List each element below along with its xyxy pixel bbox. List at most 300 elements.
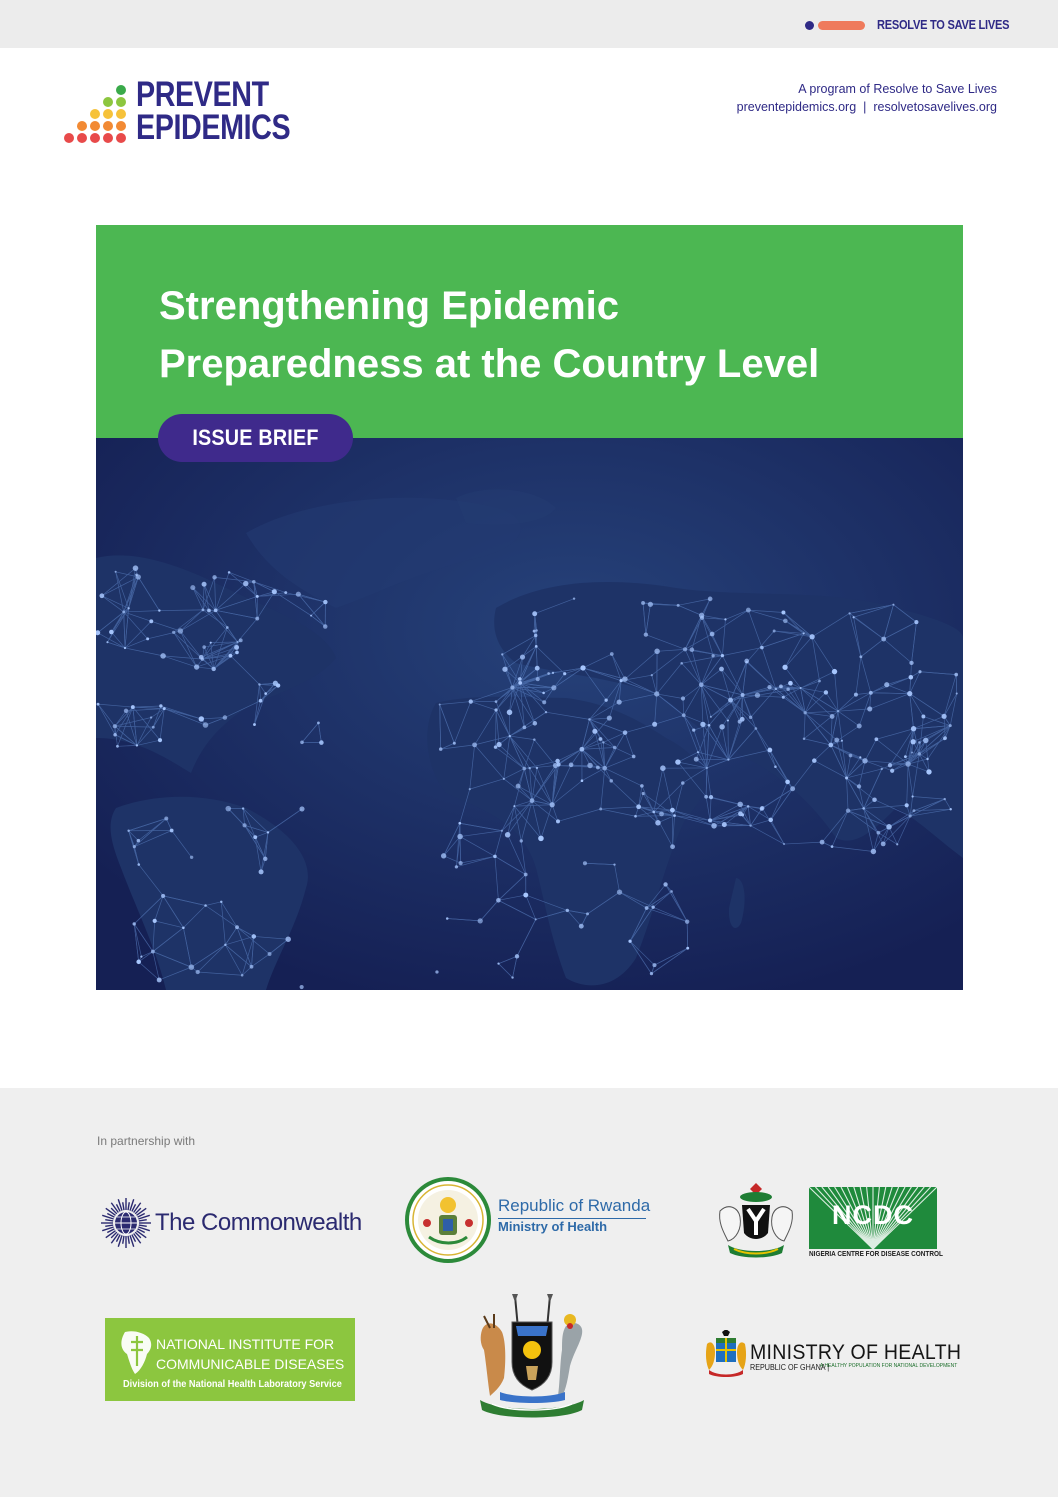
network-node (818, 680, 821, 683)
network-node (857, 724, 862, 729)
nicd-line2: COMMUNICABLE DISEASES (156, 1356, 345, 1372)
network-node (511, 976, 513, 978)
network-node (242, 807, 244, 809)
network-node (152, 726, 155, 729)
ncdc-full-name: NIGERIA CENTRE FOR DISEASE CONTROL (809, 1251, 943, 1258)
network-node (673, 814, 676, 817)
network-node (494, 708, 497, 711)
partnership-label: In partnership with (97, 1134, 196, 1148)
network-node (535, 645, 538, 648)
network-node (124, 709, 128, 713)
network-node (235, 925, 239, 929)
network-node (190, 856, 193, 859)
network-node (159, 704, 162, 707)
network-node (949, 808, 951, 810)
network-node (737, 802, 743, 808)
network-node (912, 795, 914, 797)
brand-dot-icon (805, 21, 814, 30)
network-node (652, 963, 656, 967)
ghana-moh-logo[interactable] (703, 1330, 963, 1378)
network-node (151, 950, 155, 954)
network-node (122, 610, 125, 613)
network-node (749, 716, 752, 719)
network-node (520, 839, 523, 842)
network-node (767, 685, 771, 689)
network-node (494, 745, 497, 748)
brand-tag[interactable]: RESOLVE TO SAVE LIVES (877, 17, 1010, 32)
network-node (607, 715, 612, 720)
network-node (131, 705, 135, 709)
network-node (888, 763, 892, 767)
network-node (520, 654, 525, 659)
network-node (207, 609, 211, 613)
network-node (211, 667, 215, 671)
network-node (263, 857, 267, 861)
network-node (236, 641, 238, 643)
network-node (234, 645, 239, 650)
ghana-title: MINISTRY OF HEALTH (750, 1341, 962, 1364)
network-node (256, 595, 259, 598)
network-node (510, 685, 514, 689)
network-node (250, 965, 254, 969)
network-node (744, 659, 749, 664)
network-node (513, 805, 515, 807)
network-node (711, 823, 717, 829)
network-node (820, 840, 825, 845)
network-node (648, 602, 653, 607)
nigeria-coat-of-arms-icon (710, 1183, 802, 1263)
network-node (859, 655, 862, 658)
network-node (685, 919, 689, 923)
ray-line (139, 1225, 147, 1226)
network-node (622, 676, 627, 681)
ncdc-logo[interactable] (710, 1183, 943, 1263)
network-node (133, 845, 136, 848)
network-node (956, 692, 958, 694)
network-node (640, 784, 644, 788)
network-node (284, 591, 287, 594)
network-node (738, 811, 743, 816)
network-node (224, 944, 226, 946)
network-node (942, 714, 947, 719)
network-node (617, 889, 622, 894)
network-node (268, 952, 272, 956)
network-node (921, 714, 925, 718)
network-node (136, 744, 138, 746)
network-node (573, 597, 575, 599)
network-node (881, 637, 886, 642)
network-node (854, 693, 858, 697)
network-node (809, 634, 814, 639)
network-node (911, 751, 913, 753)
network-node (579, 924, 584, 929)
network-node (536, 677, 540, 681)
logo-dot (116, 121, 126, 131)
network-node (886, 824, 892, 830)
network-node (681, 781, 685, 785)
network-node (911, 726, 916, 731)
network-node (458, 822, 461, 825)
network-node (943, 798, 945, 800)
logo-dot (90, 121, 100, 131)
network-node (170, 829, 174, 833)
network-node (190, 585, 195, 590)
logo-dot (90, 133, 100, 143)
network-node (259, 699, 263, 703)
network-node (871, 849, 876, 854)
ghana-tagline: A HEALTHY POPULATION FOR NATIONAL DEVELOPMENT (820, 1363, 958, 1369)
logo-dot (77, 133, 87, 143)
network-node (727, 719, 729, 721)
network-node (149, 619, 153, 623)
network-node (178, 628, 183, 633)
network-node (896, 843, 898, 845)
network-node (890, 769, 894, 773)
rwanda-moh-logo[interactable] (405, 1175, 650, 1267)
network-node (708, 597, 713, 602)
network-node (202, 582, 207, 587)
network-node (610, 779, 613, 782)
logo-dot (90, 109, 100, 119)
network-node (837, 710, 839, 712)
network-node (502, 667, 507, 672)
network-node (708, 724, 711, 727)
network-node (226, 626, 229, 629)
network-node (857, 784, 861, 788)
network-node (700, 722, 705, 727)
network-node (136, 960, 141, 965)
network-node (518, 677, 522, 681)
network-node (721, 654, 724, 657)
network-node (497, 963, 499, 965)
network-node (538, 836, 544, 842)
issue-brief-badge (158, 414, 353, 462)
network-node (524, 873, 528, 877)
link-resolvetosavelives[interactable]: resolvetosavelives.org (873, 100, 997, 114)
network-node (225, 806, 231, 812)
network-node (604, 698, 607, 701)
network-node (741, 693, 745, 697)
network-node (690, 647, 695, 652)
network-node (768, 818, 773, 823)
network-node (199, 655, 204, 660)
network-node (909, 675, 914, 680)
network-node (913, 809, 916, 812)
network-node (746, 608, 751, 613)
network-node (522, 767, 526, 771)
network-node (439, 704, 441, 706)
network-node (881, 841, 886, 846)
brand-pill-icon (818, 21, 865, 30)
network-node (812, 758, 817, 763)
network-node (323, 624, 327, 628)
network-node (507, 710, 513, 716)
network-node (724, 618, 726, 620)
network-node (907, 691, 912, 696)
network-node (683, 647, 687, 651)
network-node (692, 728, 695, 731)
network-node (644, 632, 648, 636)
network-node (911, 739, 916, 744)
network-node (503, 778, 505, 780)
network-node (478, 918, 483, 923)
network-node (926, 758, 928, 760)
network-node (617, 700, 622, 705)
network-node (760, 807, 764, 811)
network-node (229, 654, 233, 658)
network-node (472, 742, 477, 747)
network-node (943, 737, 946, 740)
network-node (523, 893, 528, 898)
network-node (150, 716, 152, 718)
network-node (196, 970, 200, 974)
network-node (530, 798, 535, 803)
network-node (923, 738, 929, 744)
network-node (659, 812, 664, 817)
network-node (272, 589, 277, 594)
network-node (867, 706, 872, 711)
network-node (862, 807, 865, 810)
network-node (300, 740, 304, 744)
network-node (738, 720, 742, 724)
network-node (124, 647, 126, 649)
network-node (446, 917, 449, 920)
network-node (834, 738, 839, 743)
network-node (501, 830, 503, 832)
uganda-coat-of-arms-icon (470, 1292, 595, 1422)
network-node (223, 715, 228, 720)
network-node (239, 638, 243, 642)
network-node (566, 909, 569, 912)
network-node (670, 808, 675, 813)
network-node (323, 600, 327, 604)
network-node (533, 738, 536, 741)
network-node (905, 803, 909, 807)
cover-title-line2: Preparedness at the Country Level (159, 342, 820, 386)
network-node (660, 765, 666, 771)
network-node (515, 954, 519, 958)
network-node (636, 804, 641, 809)
network-node (677, 604, 680, 607)
network-node (651, 674, 653, 676)
network-node (273, 681, 278, 686)
commonwealth-globe-icon (100, 1195, 152, 1251)
network-node (536, 767, 538, 769)
network-node (697, 751, 699, 753)
network-node (518, 681, 522, 685)
network-node (569, 763, 574, 768)
commonwealth-logo[interactable] (100, 1195, 365, 1251)
network-node (516, 784, 521, 789)
network-node (212, 575, 216, 579)
network-node (652, 722, 657, 727)
network-node (199, 716, 204, 721)
network-node (790, 786, 795, 791)
network-node (135, 573, 138, 576)
network-node (918, 752, 922, 756)
network-node (926, 769, 931, 774)
network-node (632, 755, 636, 759)
network-node (228, 571, 231, 574)
network-node (700, 616, 704, 620)
network-node (252, 934, 257, 939)
network-node (708, 818, 712, 822)
network-node (782, 696, 785, 699)
network-node (800, 687, 802, 689)
network-node (116, 745, 119, 748)
network-node (542, 700, 546, 704)
network-node (710, 716, 712, 718)
network-node (137, 863, 140, 866)
link-preventepidemics[interactable]: preventepidemics.org (736, 100, 857, 114)
network-node (872, 797, 877, 802)
network-node (599, 808, 602, 811)
dot-grid-icon (62, 78, 132, 148)
network-node (670, 844, 675, 849)
network-node (719, 667, 724, 672)
network-node (243, 581, 248, 586)
prevent-epidemics-logo[interactable] (62, 75, 302, 148)
network-node (555, 759, 560, 764)
network-node (652, 811, 655, 814)
network-node (253, 723, 256, 726)
network-node (455, 865, 458, 868)
network-node (781, 610, 785, 614)
network-node (535, 918, 537, 920)
network-node (613, 863, 615, 865)
network-node (583, 861, 587, 865)
network-node (127, 830, 129, 832)
title-banner (96, 225, 963, 438)
network-node (113, 724, 117, 728)
network-node (785, 780, 790, 785)
network-node (586, 912, 589, 915)
network-node (310, 615, 312, 617)
network-node (884, 682, 889, 687)
program-info (737, 80, 997, 116)
network-node (299, 806, 304, 811)
network-node (803, 632, 805, 634)
network-node (161, 894, 165, 898)
network-node (670, 890, 673, 893)
network-node (157, 978, 162, 983)
network-node (602, 766, 607, 771)
network-node (663, 882, 667, 886)
network-node (528, 767, 530, 769)
network-node (194, 664, 199, 669)
network-node (563, 672, 566, 675)
network-node (158, 609, 160, 611)
nicd-logo[interactable] (105, 1318, 355, 1401)
network-node (841, 740, 843, 742)
network-node (435, 970, 438, 973)
nicd-line3: Division of the National Health Laboratory Service (123, 1379, 342, 1390)
network-node (710, 632, 715, 637)
cover-title-line1: Strengthening Epidemic (159, 284, 620, 328)
network-node (613, 746, 617, 750)
network-node (874, 737, 878, 741)
network-node (505, 832, 511, 838)
network-node (650, 972, 653, 975)
issue-brief-label: ISSUE BRIEF (192, 425, 319, 450)
network-node (711, 654, 714, 657)
network-node (846, 808, 850, 812)
network-node (542, 692, 545, 695)
network-node (747, 805, 750, 808)
network-node (755, 693, 760, 698)
network-node (164, 817, 168, 821)
network-node (259, 869, 264, 874)
network-node (681, 696, 685, 700)
network-node (675, 759, 680, 764)
network-node (441, 853, 446, 858)
network-node (824, 690, 828, 694)
network-node (786, 687, 789, 690)
network-node (788, 681, 793, 686)
world-network-map-image (96, 438, 963, 990)
network-node (699, 682, 704, 687)
network-node (682, 713, 686, 717)
network-node (848, 612, 850, 614)
network-node (599, 737, 603, 741)
network-node (469, 699, 473, 703)
network-node (592, 729, 597, 734)
africa-outline-icon (117, 1328, 157, 1378)
ray-line (105, 1220, 113, 1221)
network-node (704, 795, 708, 799)
network-node (317, 721, 320, 724)
network-node (552, 672, 554, 674)
network-node (319, 740, 324, 745)
network-node (296, 592, 301, 597)
network-node (106, 641, 108, 643)
logo-line1: PREVENT (136, 75, 269, 114)
network-node (709, 795, 713, 799)
network-node (954, 673, 958, 677)
network-node (534, 634, 537, 637)
network-node (133, 922, 136, 925)
network-node (877, 831, 881, 835)
program-line: A program of Resolve to Save Lives (798, 82, 997, 96)
network-node (255, 617, 259, 621)
network-node (189, 964, 195, 970)
network-node (220, 901, 222, 903)
network-node (137, 839, 141, 843)
logo-dot (77, 121, 87, 131)
network-node (113, 733, 117, 737)
network-node (202, 608, 205, 611)
logo-dot (116, 109, 126, 119)
logo-dot (103, 133, 113, 143)
network-node (493, 855, 497, 859)
logo-dot (103, 121, 113, 131)
network-node (235, 651, 239, 655)
network-node (914, 620, 918, 624)
nicd-line1: NATIONAL INSTITUTE FOR (156, 1336, 335, 1352)
ghana-subtitle: REPUBLIC OF GHANA | (750, 1363, 830, 1372)
logo-dot (64, 133, 74, 143)
network-node (550, 802, 555, 807)
network-node (881, 768, 883, 770)
network-node (727, 759, 729, 761)
uganda-coat-of-arms-logo[interactable] (470, 1292, 595, 1422)
network-node (641, 601, 645, 605)
network-node (258, 683, 260, 685)
network-node (300, 985, 304, 989)
ray-line (139, 1220, 147, 1221)
network-node (172, 631, 175, 634)
network-node (849, 754, 853, 758)
